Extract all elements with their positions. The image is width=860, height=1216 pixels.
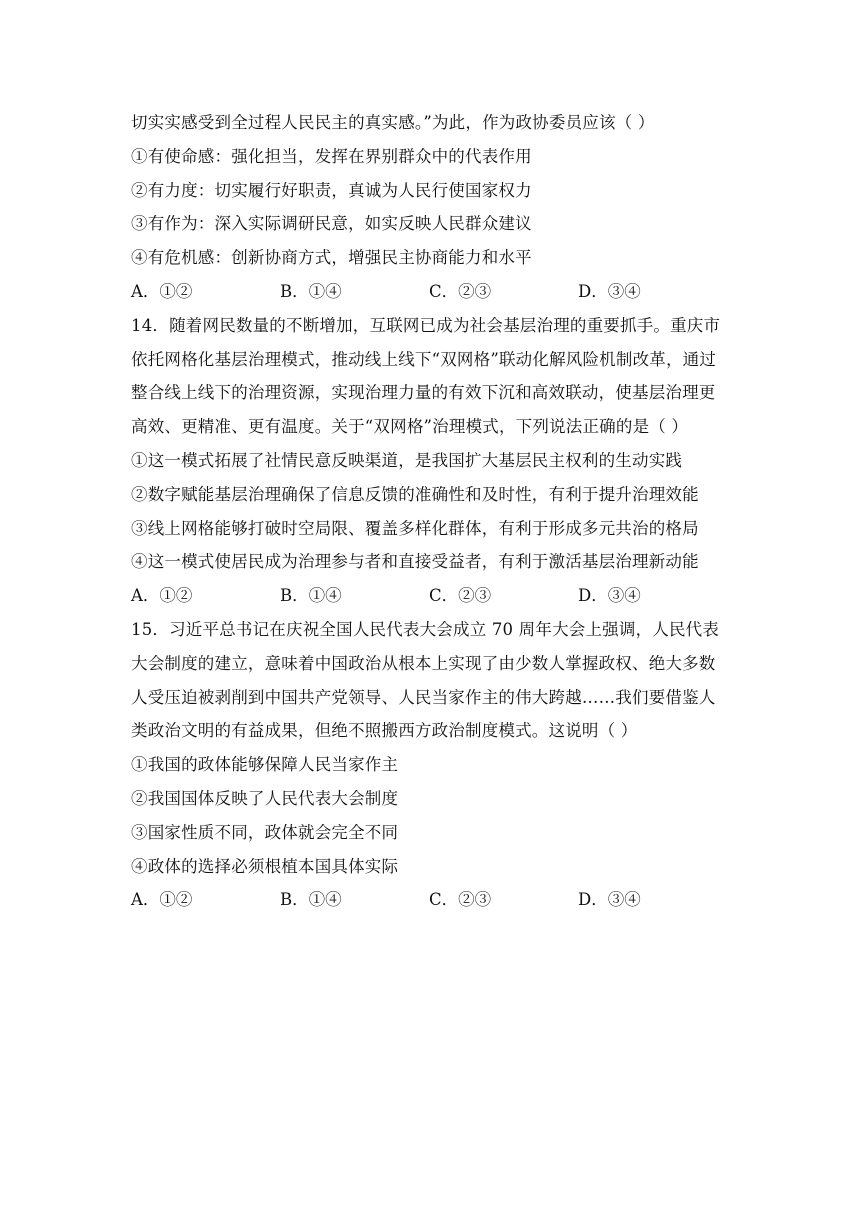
statement-2: ②有力度：切实履行好职责，真诚为人民行使国家权力 (131, 180, 532, 200)
question-15-stem-line: 人受压迫被剥削到中国共产党领导、人民当家作主的伟大跨越……我们要借鉴人 (131, 687, 716, 707)
option-c: C．②③ (429, 281, 492, 301)
statement-1: ①这一模式拓展了社情民意反映渠道，是我国扩大基层民主权利的生动实践 (131, 450, 683, 470)
statement-4: ④政体的选择必须根植本国具体实际 (131, 856, 399, 876)
option-b: B．①④ (280, 890, 342, 910)
question-15-stem-line: 15．习近平总书记在庆祝全国人民代表大会成立 70 周年大会上强调，人民代表 (131, 619, 720, 639)
option-d: D．③④ (578, 890, 641, 910)
statement-4: ④这一模式使居民成为治理参与者和直接受益者，有利于激活基层治理新动能 (131, 552, 699, 572)
option-a: A．①② (131, 281, 193, 301)
statement-3: ③有作为：深入实际调研民意，如实反映人民群众建议 (131, 214, 532, 234)
statement-3: ③国家性质不同，政体就会完全不同 (131, 822, 399, 842)
option-c: C．②③ (429, 890, 492, 910)
statement-3: ③线上网格能够打破时空局限、覆盖多样化群体，有利于形成多元共治的格局 (131, 518, 699, 538)
question-15-stem-line: 类政治文明的有益成果，但绝不照搬西方政治制度模式。这说明（ ） (131, 721, 638, 741)
question-15-stem-line: 大会制度的建立，意味着中国政治从根本上实现了由少数人掌握政权、绝大多数 (131, 653, 716, 673)
question-13-stem: 切实实感受到全过程人民民主的真实感。”为此，作为政协委员应该（ ） (131, 113, 655, 132)
option-d: D．③④ (578, 281, 641, 301)
option-a: A．①② (131, 586, 193, 606)
exam-page (131, 106, 731, 917)
question-14-stem-line: 14．随着网民数量的不断增加，互联网已成为社会基层治理的重要抓手。重庆市 (131, 315, 721, 335)
answer-options (131, 883, 731, 917)
question-14-stem-line: 整合线上线下的治理资源，实现治理力量的有效下沉和高效联动，使基层治理更 (131, 383, 716, 403)
answer-options (131, 275, 731, 309)
statement-2: ②我国国体反映了人民代表大会制度 (131, 788, 399, 808)
statement-1: ①我国的政体能够保障人民当家作主 (131, 755, 399, 775)
option-b: B．①④ (280, 281, 342, 301)
question-14-stem-line: 高效、更精准、更有温度。关于“双网格”治理模式，下列说法正确的是（ ） (131, 417, 689, 437)
question-15 (131, 613, 731, 917)
option-a: A．①② (131, 890, 193, 910)
answer-options (131, 579, 731, 613)
option-c: C．②③ (429, 586, 492, 606)
statement-4: ④有危机感：创新协商方式，增强民主协商能力和水平 (131, 248, 532, 268)
option-b: B．①④ (280, 586, 342, 606)
question-14 (131, 309, 731, 613)
question-13 (131, 106, 731, 309)
statement-2: ②数字赋能基层治理确保了信息反馈的准确性和及时性，有利于提升治理效能 (131, 484, 699, 504)
question-14-stem-line: 依托网格化基层治理模式，推动线上线下“双网格”联动化解风险机制改革，通过 (131, 349, 717, 369)
option-d: D．③④ (578, 586, 641, 606)
statement-1: ①有使命感：强化担当，发挥在界别群众中的代表作用 (131, 146, 532, 166)
